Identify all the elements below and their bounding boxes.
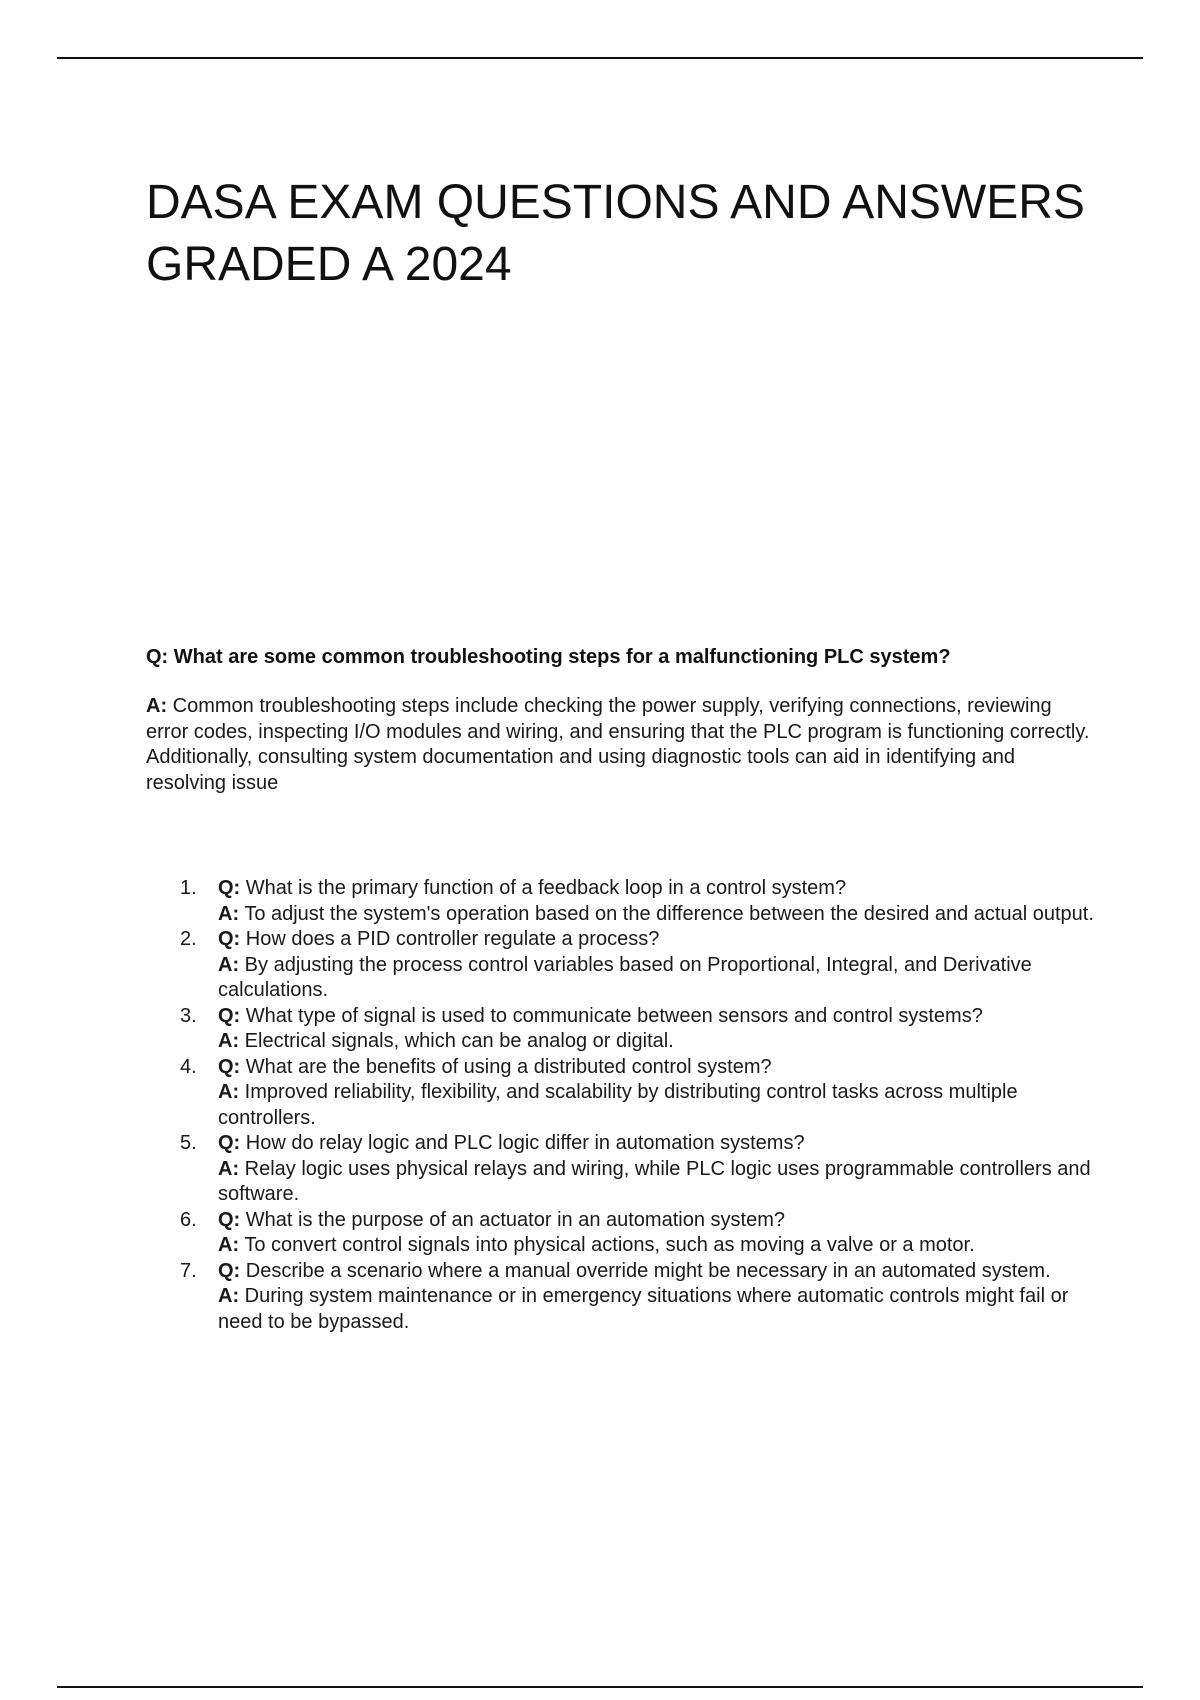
item-number: 4. [180,1055,197,1078]
item-question [218,1131,1096,1157]
question-label: Q: [218,1259,241,1282]
question-text: What is the primary function of a feedback loop in a control system? [245,877,847,899]
footer-rule [57,1686,1143,1688]
item-answer [218,1233,1096,1259]
answer-text: To adjust the system's operation based on the difference between the desired and actual output. [244,902,1094,925]
list-item [146,876,1096,927]
list-item [146,1131,1096,1208]
answer-label: A: [218,902,240,925]
item-number: 7. [180,1259,197,1282]
document-title: DASA EXAM QUESTIONS AND ANSWERS GRADED A 2024 [146,176,1085,291]
featured-answer-text: Common troubleshooting steps include checking the power supply, verifying connections, reviewing error codes, inspecting I/O modules and wiring, and ensuring that the PLC program is functioning correctly. Additionally, consulting system documentation and using diagnostic tools can aid in identifying and resolving issue [146,695,1090,794]
question-text: Describe a scenario where a manual override might be necessary in an automated system. [245,1259,1051,1282]
header-rule [57,57,1143,59]
answer-text: To convert control signals into physical actions, such as moving a valve or a motor. [244,1234,975,1256]
list-item [146,1055,1096,1132]
item-question [218,1055,1096,1081]
featured-question: Q: What are some common troubleshooting steps for a malfunctioning PLC system? [146,646,951,668]
answer-label: A: [218,953,240,976]
item-number: 6. [180,1208,197,1231]
list-item [146,1208,1096,1259]
question-label: Q: [218,928,241,950]
question-label: Q: [218,1208,241,1231]
answer-text: Electrical signals, which can be analog or digital. [244,1030,674,1052]
list-item [146,927,1096,1004]
item-answer [218,902,1096,928]
item-question [218,876,1096,902]
item-answer [218,1029,1096,1055]
featured-qa [146,644,1096,796]
item-question [218,1259,1096,1285]
qa-list [146,876,1096,1335]
answer-text: By adjusting the process control variables based on Proportional, Integral, and Derivative calculations. [218,953,1032,1001]
list-item [146,1004,1096,1055]
featured-answer [146,694,1096,796]
answer-label: A: [218,1234,240,1256]
answer-text: During system maintenance or in emergency situations where automatic controls might fail or need to be bypassed. [218,1285,1069,1333]
item-question [218,927,1096,953]
item-question [218,1004,1096,1030]
answer-label: A: [146,695,168,717]
question-text: What are the benefits of using a distributed control system? [245,1055,772,1078]
question-label: Q: [218,1055,241,1078]
item-answer [218,953,1096,1004]
item-question [218,1208,1096,1234]
question-label: Q: [218,1004,241,1027]
item-number: 3. [180,1004,197,1027]
question-text: What is the purpose of an actuator in an automation system? [245,1208,785,1231]
item-answer [218,1284,1096,1335]
item-answer [218,1080,1096,1131]
answer-label: A: [218,1081,240,1103]
question-text: What type of signal is used to communicate between sensors and control systems? [245,1004,983,1027]
item-number: 2. [180,928,197,950]
item-answer [218,1157,1096,1208]
question-label: Q: [218,1132,241,1154]
item-number: 1. [180,877,197,899]
answer-text: Relay logic uses physical relays and wiring, while PLC logic uses programmable controllers and software. [218,1157,1091,1205]
answer-label: A: [218,1030,240,1052]
answer-text: Improved reliability, flexibility, and scalability by distributing control tasks across multiple controllers. [218,1081,1018,1129]
answer-label: A: [218,1285,240,1307]
item-number: 5. [180,1132,197,1154]
question-text: How do relay logic and PLC logic differ in automation systems? [245,1132,805,1154]
list-item [146,1259,1096,1336]
question-label: Q: [218,877,241,899]
answer-label: A: [218,1157,240,1180]
question-text: How does a PID controller regulate a process? [245,928,660,950]
